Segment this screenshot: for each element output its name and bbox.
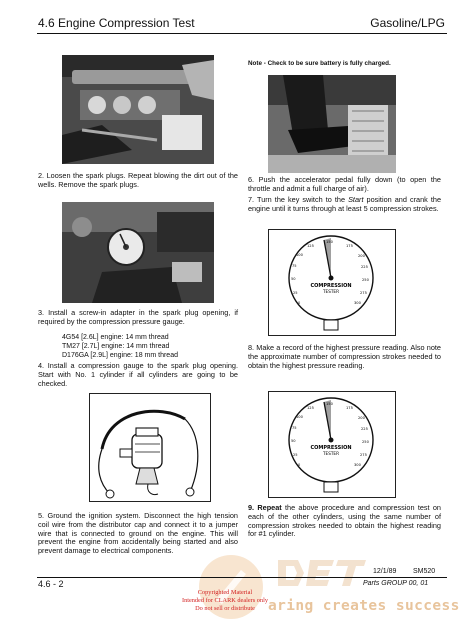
step-9-lead: 9. Repeat [248, 503, 282, 512]
engine-model: 4G54 [2.6L] engine: [62, 334, 124, 341]
step-4-text: 4. Install a compression gauge to the spark plug opening. Start with No. 1 cylinder if all cylinders are going to be checked. [38, 361, 238, 388]
step-6-text: 6. Push the accelerator pedal fully down (to open the throttle and admit a full charge of air). [248, 175, 441, 193]
step-7-text [248, 196, 441, 214]
manual-number: SM520 [413, 568, 436, 575]
step-8-text: 8. Make a record of the highest pressure reading. Also note the approximate number of compression strokes needed to obtain the highest pressure reading. [248, 343, 441, 370]
gauge-label-line1: COMPRESSION [310, 445, 352, 451]
step-9-rest: the above procedure and compression test on each of the other cylinders, using the same number of compression strokes needed to obtain the highest reading for #1 cylinder. [248, 503, 441, 539]
battery-note: Note - Check to be sure battery is fully charged. [248, 60, 391, 67]
section-title: 4.6 Engine Compression Test [38, 16, 195, 30]
gauge-label-line2: TESTER [323, 289, 339, 294]
gauge-tick: 100 [296, 253, 303, 257]
step-7-rest: position and crank the engine until it turns through at least 5 compression strokes. [248, 195, 442, 213]
gauge-tick: 275 [360, 453, 367, 457]
gauge-tick: 125 [307, 244, 314, 248]
gauge-tick: 25 [293, 453, 298, 457]
section-category: Gasoline/LPG [370, 16, 445, 30]
header-rule [37, 33, 447, 34]
footer-rule [37, 577, 447, 578]
compression-gauge-diagram [268, 391, 396, 498]
step-7-lead: 7. Turn the key switch to the [248, 195, 349, 204]
gauge-tick: 200 [358, 416, 365, 420]
gauge-tick: 200 [358, 254, 365, 258]
distribution-line: Do not sell or distribute [195, 604, 255, 612]
gauge-tick: 175 [346, 244, 353, 248]
gauge-tick: 150 [326, 402, 333, 406]
engine-model: TM27 [2.7L] engine: [62, 342, 125, 350]
gauge-tick: 225 [361, 427, 368, 431]
gauge-tick: 100 [296, 415, 303, 419]
spark-plug-photo [62, 55, 214, 164]
gauge-tick: 150 [326, 240, 333, 244]
gauge-label-line1: COMPRESSION [310, 283, 352, 289]
gauge-tick: 275 [360, 291, 367, 295]
ignition-jumper-illustration [89, 393, 211, 502]
engine-model: D176GA [2.9L] engine: [62, 351, 133, 359]
engine-thread: 18 mm thread [134, 351, 178, 359]
gauge-tick: 25 [293, 291, 298, 295]
engine-thread-row [62, 334, 178, 343]
dealer-line: Intended for CLARK dealers only [181, 596, 269, 604]
gauge-tick: 125 [307, 406, 314, 410]
gauge-tick: 300 [354, 301, 361, 305]
copyright-line: Copyrighted Material [197, 589, 253, 596]
parts-group: Parts GROUP 00, 01 [363, 580, 429, 587]
gauge-tick: 300 [354, 463, 361, 467]
gauge-tick: 225 [361, 265, 368, 269]
page-number: 4.6 - 2 [38, 579, 64, 589]
revision-date: 12/1/89 [373, 568, 397, 575]
copyright-watermark [170, 589, 280, 613]
gauge-tick: 175 [346, 406, 353, 410]
accelerator-pedal-photo [268, 75, 396, 173]
step-3-text: 3. Install a screw-in adapter in the spark plug opening, if required by the compression pressure gauge. [38, 308, 238, 326]
slogan-watermark: aring creates success [268, 598, 460, 614]
step-9-text [248, 504, 441, 539]
engine-thread: 14 mm thread [125, 334, 169, 341]
gauge-tick: 50 [291, 277, 296, 281]
step-7-key-position: Start [348, 195, 364, 204]
step-5-text: 5. Ground the ignition system. Disconnect the high tension coil wire from the distributor cap and connect it to a jumper wire that is connected to ground on the engine. This will prevent the engine from accidentally being started and also prevent damage to electrical components. [38, 511, 238, 555]
gauge-tick: 0 [298, 301, 301, 305]
gauge-tick: 250 [362, 278, 369, 282]
step-2-text: 2. Loosen the spark plugs. Repeat blowing the dirt out of the wells. Remove the spark plugs. [38, 171, 238, 189]
engine-thread: 14 mm thread [126, 342, 170, 350]
gauge-tick: 0 [298, 463, 301, 467]
engine-thread-row [62, 343, 178, 352]
gauge-tick: 75 [292, 426, 297, 430]
compression-gauge-photo [62, 202, 214, 303]
engine-thread-list [62, 334, 178, 361]
gauge-label-line2: TESTER [323, 451, 339, 456]
gauge-tick: 75 [292, 264, 297, 268]
compression-gauge-diagram [268, 229, 396, 336]
gauge-tick: 50 [291, 439, 296, 443]
engine-thread-row [62, 352, 178, 361]
gauge-tick: 250 [362, 440, 369, 444]
